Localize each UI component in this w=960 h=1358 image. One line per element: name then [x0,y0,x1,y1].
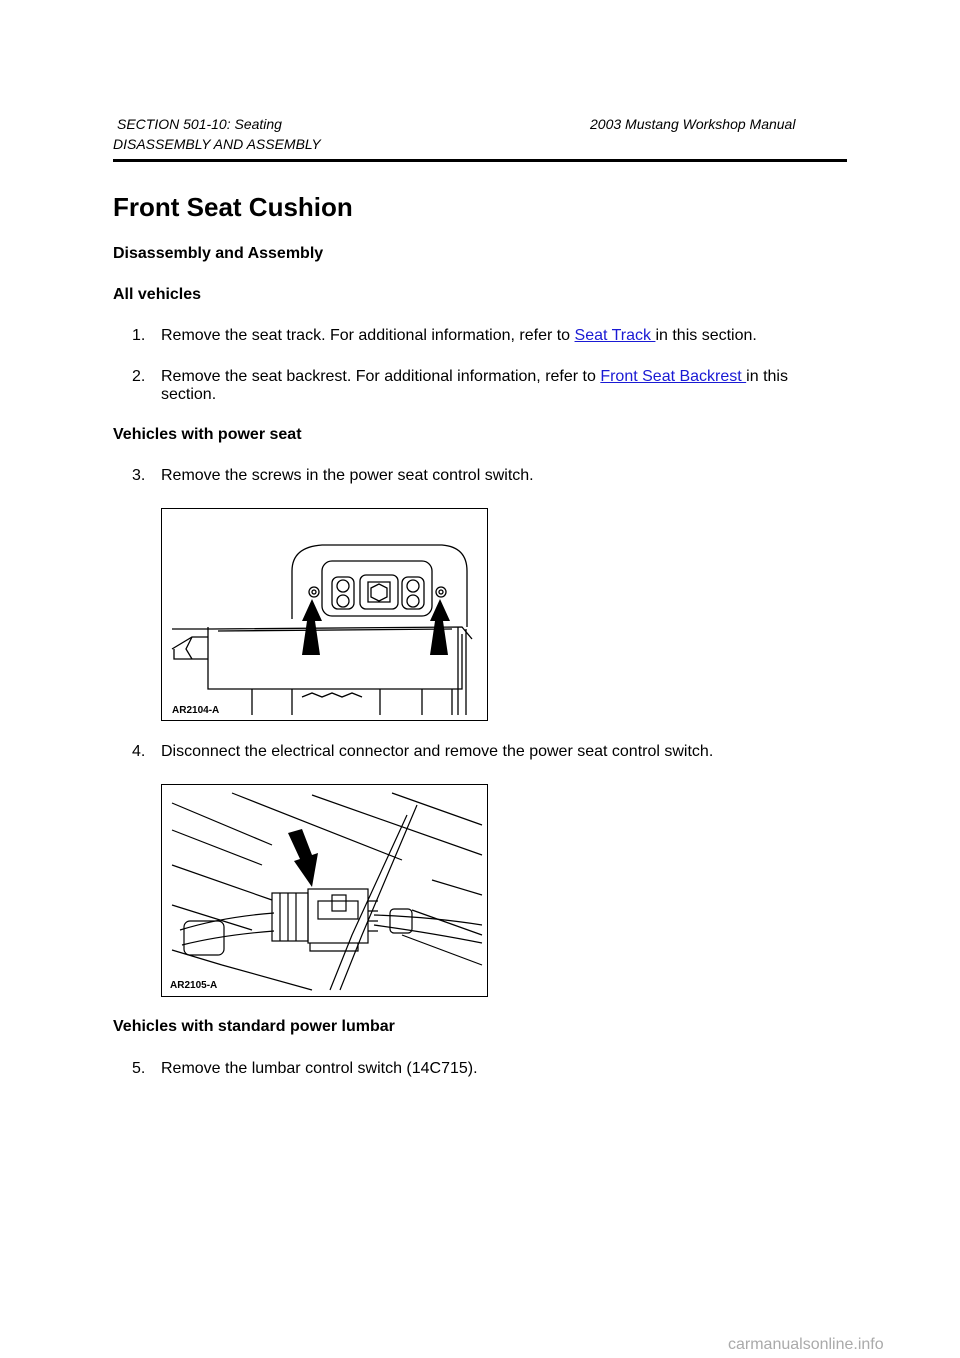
figure-ar2104 [161,508,488,721]
header-section: SECTION 501-10: Seating [117,116,282,132]
step-number: 5. [132,1060,146,1077]
heading-power-lumbar: Vehicles with standard power lumbar [113,1018,395,1035]
switch-screws-illustration [162,509,487,720]
arrow-left-screw [302,599,322,655]
heading-power-seat: Vehicles with power seat [113,426,302,443]
watermark: carmanualsonline.info [728,1336,884,1353]
figure-label: AR2104-A [172,705,220,716]
page-title: Front Seat Cushion [113,192,353,222]
heading-disassembly: Disassembly and Assembly [113,245,324,262]
step-number: 2. [132,368,146,385]
front-seat-backrest-link[interactable]: Front Seat Backrest [600,368,747,385]
figure-ar2105 [161,784,488,997]
header-subsection: DISASSEMBLY AND ASSEMBLY [113,136,321,152]
step-text: Remove the screws in the power seat control switch. [161,467,534,484]
header-rule [113,159,847,162]
header-manual: 2003 Mustang Workshop Manual [590,116,796,132]
step-text: Disconnect the electrical connector and remove the power seat control switch. [161,743,714,760]
step-text: Remove the lumbar control switch (14C715). [161,1060,478,1077]
step-number: 1. [132,327,146,344]
step-text: Remove the seat backrest. For additional information, refer to Front Seat Backrest in this section. [161,368,788,403]
heading-all-vehicles: All vehicles [113,286,202,303]
step-number: 3. [132,467,146,484]
connector-illustration [162,785,487,996]
step-text: Remove the seat track. For additional information, refer to Seat Track in this section. [161,327,757,344]
figure-label: AR2105-A [170,980,218,991]
arrow-connector [288,829,318,887]
step-number: 4. [132,743,146,760]
seat-track-link[interactable]: Seat Track [574,327,656,344]
